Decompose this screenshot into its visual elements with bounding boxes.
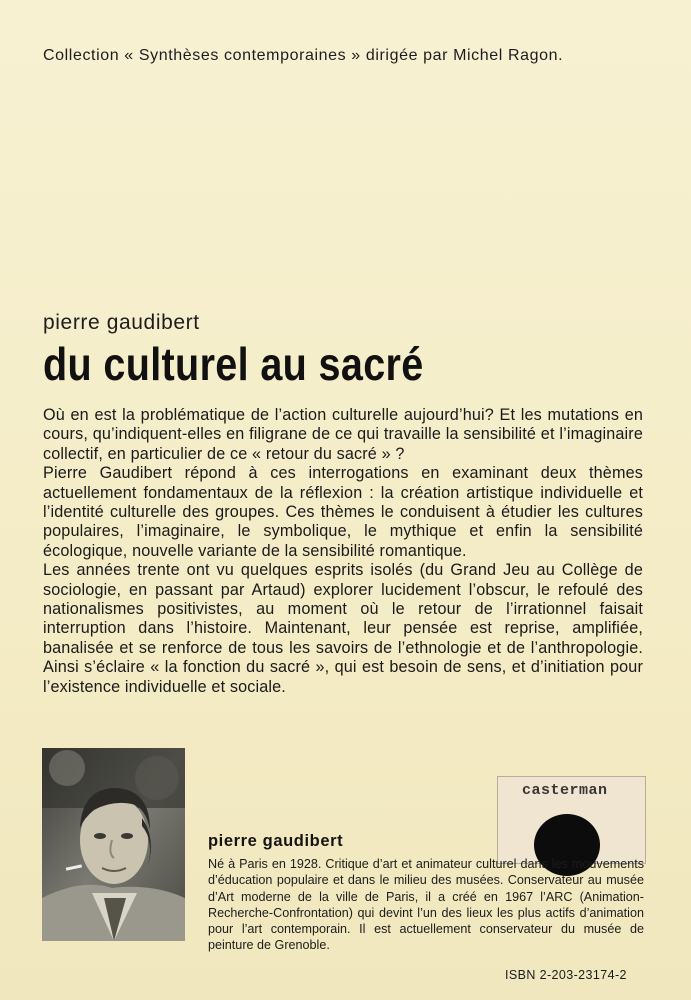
publisher-name: casterman <box>522 782 608 799</box>
blurb-paragraph: Les années trente ont vu quelques esprits isolés (du Grand Jeu au Collège de sociologie, en passant par Artaud) explorer lucidement l’obscur, le refoulé des nationalismes positivistes, au moment où le retour de l’irrationnel faisait interruption dans l’histoire. Maintenant, leur pensée est reprise, amplifiée, banalisée et se renforce de tous les savoirs de l’ethnologie et de l’anthropologie. Ainsi s’éclaire « la fonction du sacré », qui est besoin de sens, et d’initiation pour l’existence individuelle et sociale. <box>43 561 643 696</box>
bio-author-name: pierre gaudibert <box>208 832 344 850</box>
author-portrait-image <box>42 748 185 941</box>
blurb-text <box>43 406 643 697</box>
author-bio: Né à Paris en 1928. Critique d’art et animateur culturel dans les mouvements d’éducation populaire et dans le milieu des musées. Conservateur au musée d’Art moderne de la ville de Paris, il a créé en 1967 l’ARC (Animation-Recherche-Confrontation) qui devint l’un des lieux les plus actifs d’animation pour l’art contemporain. Il est actuellement conservateur du musée de peinture de Grenoble. <box>208 857 644 953</box>
author-photo <box>42 748 185 941</box>
blurb-paragraph: Où en est la problématique de l’action culturelle aujourd’hui? Et les mutations en cours, qu’indiquent-elles en filigrane de ce qui travaille la sensibilité et l’imaginaire collectif, en particulier de ce « retour du sacré » ? <box>43 406 643 463</box>
series-line: Collection « Synthèses contemporaines » dirigée par Michel Ragon. <box>43 47 564 64</box>
book-title: du culturel au sacré <box>43 338 424 390</box>
author-name: pierre gaudibert <box>43 311 200 334</box>
blurb-paragraph: Pierre Gaudibert répond à ces interrogations en examinant deux thèmes actuellement fondamentaux de la réflexion : la création artistique individuelle et l’identité culturelle des groupes. Ces thèmes le conduisent à étudier les cultures populaires, l’imaginaire, le symbolique, le mythique et enfin la sensibilité écologique, nouvelle variante de la sensibilité romantique. <box>43 464 643 560</box>
isbn-number: ISBN 2-203-23174-2 <box>505 968 627 982</box>
